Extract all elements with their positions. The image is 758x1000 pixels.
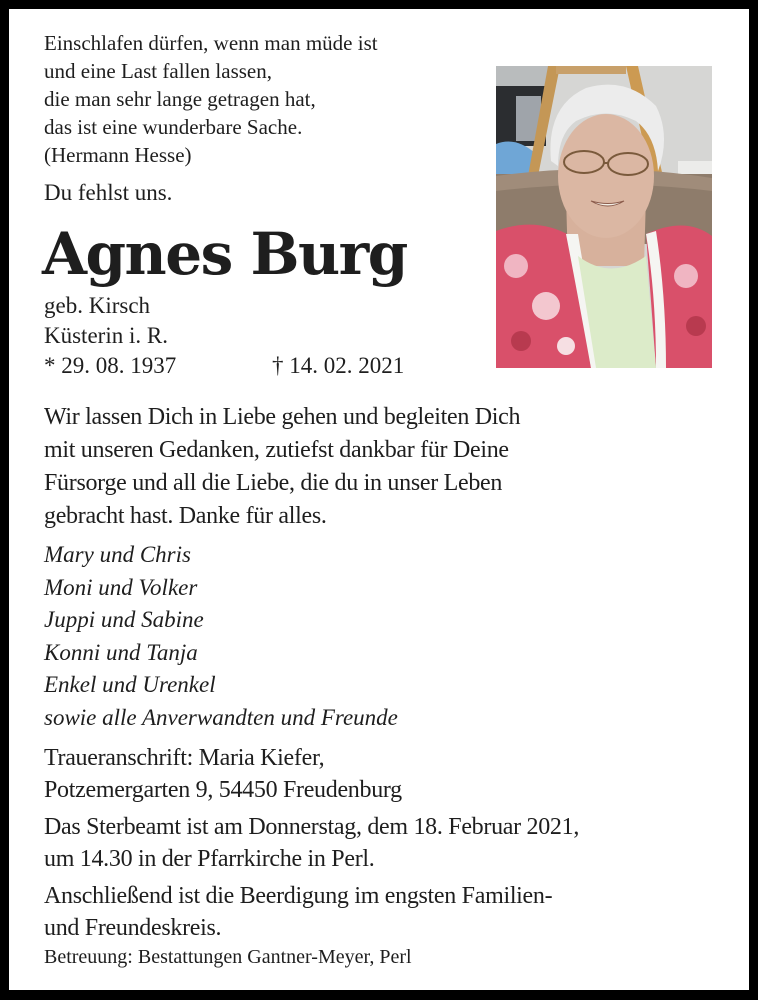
mourner: sowie alle Anverwandten und Freunde <box>44 704 398 730</box>
deceased-name: Agnes Burg <box>42 220 407 288</box>
poem-line: die man sehr lange getragen hat, <box>44 87 316 111</box>
burial-line: und Freundeskreis. <box>44 915 222 941</box>
mourner: Juppi und Sabine <box>44 607 204 632</box>
poem-quote <box>44 29 378 169</box>
service-line: um 14.30 in der Pfarrkirche in Perl. <box>44 846 375 872</box>
poem-line: Einschlafen dürfen, wenn man müde ist <box>44 31 378 55</box>
mourner: Enkel und Urenkel <box>44 672 216 697</box>
message-line: Fürsorge und all die Liebe, die du in unser Leben <box>44 470 503 496</box>
mourner: Mary und Chris <box>44 542 191 567</box>
message-line: Wir lassen Dich in Liebe gehen und begleiten Dich <box>44 404 521 430</box>
mourners-list <box>44 539 398 734</box>
portrait-photo <box>496 66 712 368</box>
poem-author: (Hermann Hesse) <box>44 143 192 167</box>
mourning-address <box>44 742 402 806</box>
portrait-image-icon <box>496 66 712 368</box>
life-dates <box>44 353 464 383</box>
poem-line: das ist eine wunderbare Sache. <box>44 115 303 139</box>
address-line: Traueranschrift: Maria Kiefer, <box>44 745 325 771</box>
occupation: Küsterin i. R. <box>44 323 168 348</box>
maiden-name: geb. Kirsch <box>44 293 151 318</box>
burial-line: Anschließend ist die Beerdigung im engsten Familien- <box>44 883 553 909</box>
deceased-details <box>44 291 168 351</box>
obituary-notice <box>9 9 749 990</box>
birth-date: * 29. 08. 1937 <box>44 353 177 378</box>
burial-info <box>44 880 552 944</box>
poem-line: und eine Last fallen lassen, <box>44 59 273 83</box>
address-line: Potzemergarten 9, 54450 Freudenburg <box>44 777 402 803</box>
service-line: Das Sterbeamt ist am Donnerstag, dem 18. Februar 2021, <box>44 814 580 840</box>
requiem-info <box>44 811 579 875</box>
tagline: Du fehlst uns. <box>44 180 173 205</box>
farewell-message <box>44 401 520 533</box>
mourner: Konni und Tanja <box>44 639 198 665</box>
message-line: mit unseren Gedanken, zutiefst dankbar für Deine <box>44 437 509 463</box>
death-date: † 14. 02. 2021 <box>272 353 405 378</box>
mourner: Moni und Volker <box>44 574 198 600</box>
funeral-home: Betreuung: Bestattungen Gantner-Meyer, Perl <box>44 946 412 968</box>
message-line: gebracht hast. Danke für alles. <box>44 503 327 529</box>
